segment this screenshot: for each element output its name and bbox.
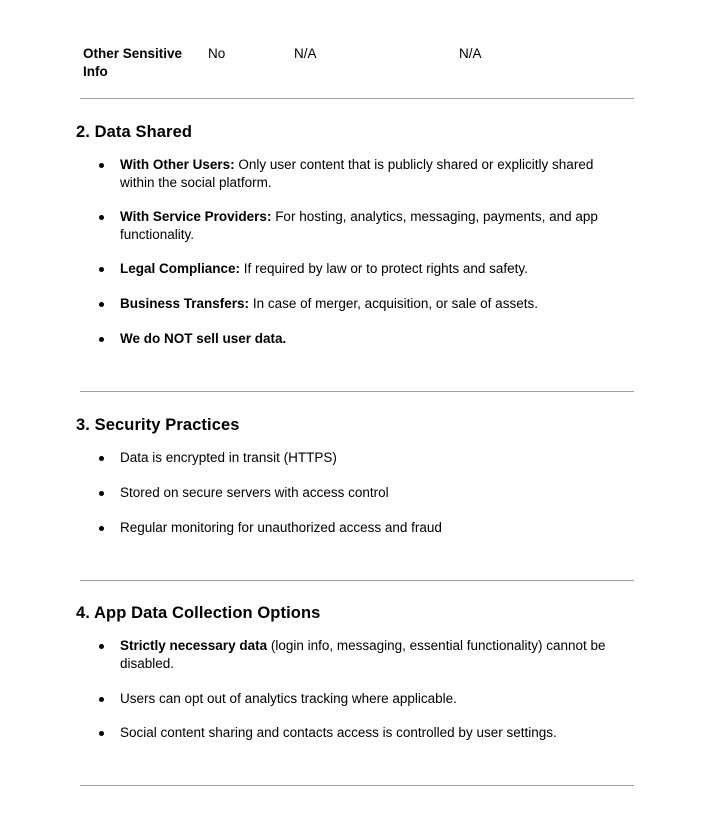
bullet-icon	[99, 337, 104, 342]
bullet-icon	[99, 267, 104, 272]
bullet-icon	[99, 526, 104, 531]
list-item-text: (login info, messaging, essential functionality) cannot be disabled.	[120, 638, 606, 671]
list-item	[97, 330, 627, 348]
bullet-icon	[99, 697, 104, 702]
list-item-text: Social content sharing and contacts access is controlled by user settings.	[120, 725, 557, 740]
list-item	[97, 724, 627, 742]
list-item-title: Business Transfers:	[120, 296, 250, 311]
section-divider	[80, 391, 634, 392]
list-item-title: We do NOT sell user data.	[120, 331, 287, 346]
data-table-row	[83, 45, 643, 85]
bullet-icon	[99, 644, 104, 649]
table-cell-data-type: Other Sensitive Info	[83, 46, 183, 79]
bullet-icon	[99, 163, 104, 168]
list-item-text: Only user content that is publicly shared or explicitly shared within the social platform.	[120, 157, 594, 190]
list-item-title: Legal Compliance:	[120, 261, 241, 276]
list-item-text: Data is encrypted in transit (HTTPS)	[120, 450, 337, 465]
section-heading-data-shared: 2. Data Shared	[76, 123, 193, 141]
bullet-icon	[99, 215, 104, 220]
section-divider	[80, 98, 634, 99]
list-item-text: Stored on secure servers with access control	[120, 485, 389, 500]
list-item	[97, 208, 627, 243]
list-item-text: For hosting, analytics, messaging, payments, and app functionality.	[120, 209, 598, 242]
list-item-title: Strictly necessary data	[120, 638, 268, 653]
section-heading-app-data-collection: 4. App Data Collection Options	[76, 604, 321, 622]
list-item	[97, 260, 627, 278]
list-item	[97, 156, 627, 191]
list-item	[97, 484, 627, 502]
list-item-text: Users can opt out of analytics tracking where applicable.	[120, 691, 457, 706]
table-cell-purpose: N/A	[294, 46, 317, 61]
bullet-icon	[99, 491, 104, 496]
list-item-text: Regular monitoring for unauthorized access and fraud	[120, 520, 442, 535]
list-item-text: If required by law or to protect rights and safety.	[240, 261, 528, 276]
bullet-icon	[99, 302, 104, 307]
table-cell-collected: No	[208, 46, 226, 61]
section-divider	[80, 785, 634, 786]
table-cell-shared: N/A	[459, 46, 482, 61]
bullet-icon	[99, 731, 104, 736]
list-item	[97, 295, 627, 313]
section-heading-security-practices: 3. Security Practices	[76, 416, 240, 434]
list-item-title: With Service Providers:	[120, 209, 272, 224]
list-item-title: With Other Users:	[120, 157, 235, 172]
list-item-text: In case of merger, acquisition, or sale of assets.	[249, 296, 538, 311]
list-item	[97, 690, 627, 708]
list-item	[97, 637, 627, 672]
list-item	[97, 449, 627, 467]
section-divider	[80, 580, 634, 581]
list-item	[97, 519, 627, 537]
bullet-icon	[99, 456, 104, 461]
